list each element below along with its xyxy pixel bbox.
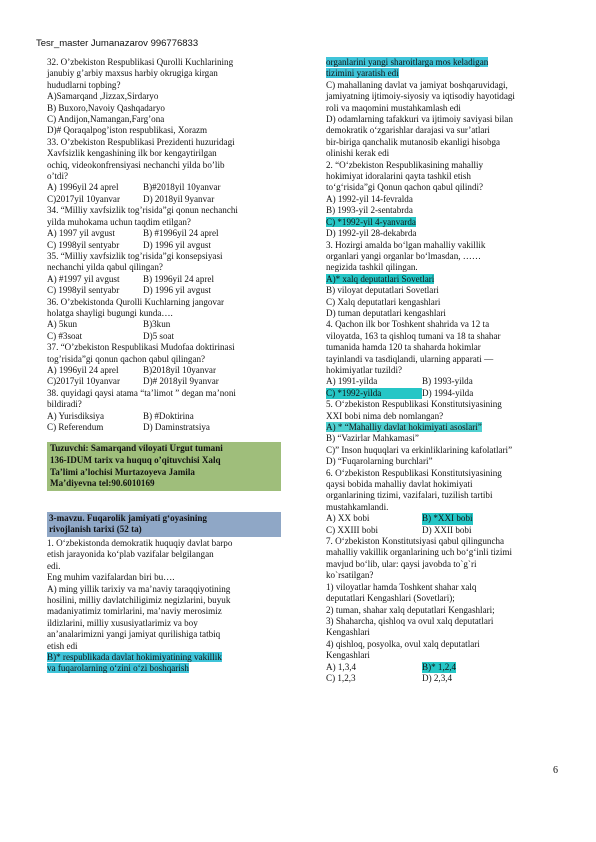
text-line: to‘g‘risida”gi Qonun qachon qabul qilindi? xyxy=(326,182,484,193)
answer-option: C)2017yil 10yanvar xyxy=(47,376,120,387)
answer-highlight-line xyxy=(326,68,562,79)
text-line: B) viloyat deputatlari Sovetlari xyxy=(326,285,439,296)
text-line: tayinlandi va tasdiqlandi, ularning apparati — xyxy=(326,353,494,364)
spacer xyxy=(47,500,281,510)
text-line: olinishi kerak edi xyxy=(326,148,390,159)
answer-options-row xyxy=(47,194,281,205)
highlighted-text: A) * “Mahalliy davlat hokimiyati asoslari” xyxy=(326,422,482,432)
answer-options-row xyxy=(47,331,281,342)
text-line: 37. “O’zbekiston Respublikasi Mudofaa doktirinasi xyxy=(47,342,235,353)
text-line: Kengashlari xyxy=(326,650,370,661)
answer-option: D) 2018yil 9yanvar xyxy=(143,193,215,204)
text-line: XXI bobi nima deb nomlangan? xyxy=(326,410,444,421)
answer-options-row xyxy=(47,274,281,285)
text-line: 3. Hozirgi amalda bo‘lgan mahalliy vakillik xyxy=(326,239,486,250)
answer-option: B) 1996yil 24 aprel xyxy=(143,273,214,284)
text-line: o’tdi? xyxy=(47,171,69,182)
answer-option: D) XXII bobi xyxy=(422,524,472,535)
text-line: nechanchi yilda qabul qilingan? xyxy=(47,262,163,273)
text-line: D)# Qoraqalpog’iston respublikasi, Xorazm xyxy=(47,125,208,136)
text-line: Eng muhim vazifalardan biri bu…. xyxy=(47,572,175,583)
highlighted-text: va fuqarolarning o‘zini o‘zi boshqarish xyxy=(47,663,189,674)
text-line: C)” Inson huquqlari va erkinliklarining kafolatlari” xyxy=(326,444,513,455)
answer-options-row xyxy=(326,388,562,399)
highlighted-text: organlarini yangi sharoitlarga mos keladigan xyxy=(326,57,489,67)
text-line: A)Samarqand ,Jizzax,Sirdaryo xyxy=(47,91,159,102)
text-line: edi. xyxy=(47,560,61,571)
highlighted-answer: B)* 1,2,4 xyxy=(422,661,457,672)
highlighted-text: B)* respublikada davlat hokimiyatining vakillik xyxy=(47,652,222,663)
answer-option: C) XXIII bobi xyxy=(326,524,379,535)
text-line: yilda muhokama uchun taqdim etilgan? xyxy=(47,216,191,227)
text-line: 36. O’zbekistonda Qurolli Kuchlarning jangovar xyxy=(47,296,225,307)
text-line: 32. O’zbekiston Respublikasi Qurolli Kuchlarining xyxy=(47,57,234,67)
answer-options-row xyxy=(326,513,562,524)
text-line: D) tuman deputatlari kengashlari xyxy=(326,307,446,318)
highlighted-text: tizimini yaratish edi xyxy=(326,68,399,79)
highlighted-text: A)* xalq deputatlari Sovetlari xyxy=(326,273,435,284)
text-line: Tuzuvchi: Samarqand viloyati Urgut tumani xyxy=(50,443,223,454)
text-line: D) odamlarning tafakkuri va ijtimoiy saviyasi bilan xyxy=(326,114,513,125)
answer-options-row xyxy=(326,673,562,684)
answer-option: A) 1,3,4 xyxy=(326,661,357,672)
answer-option: C) 1,2,3 xyxy=(326,672,356,683)
text-line: an’analarimizni yangi jamiyat qurilishiga tatbiq xyxy=(47,629,221,640)
answer-option: B)2018yil 10yanvar xyxy=(143,364,216,375)
answer-option: B)3kun xyxy=(143,319,171,330)
answer-option: D)5 soat xyxy=(143,330,175,341)
answer-option: D) 2,3,4 xyxy=(422,672,453,683)
text-line: 1. O‘zbekistonda demokratik huquqiy davlat barpo xyxy=(47,537,233,548)
page-number: 6 xyxy=(553,765,558,776)
answer-option: A) 1996yil 24 aprel xyxy=(47,182,119,193)
text-line: B) “Vazirlar Mahkamasi” xyxy=(326,433,419,444)
answer-option: B) #1996yil 24 aprel xyxy=(143,228,219,239)
text-line: Kengashlari xyxy=(326,627,370,638)
answer-options-row xyxy=(47,182,281,193)
text-line: tog’risida”gi qonun qachon qabul qilingan? xyxy=(47,353,206,364)
text-line: etish jarayonida ko‘plab vazifalar belgilangan xyxy=(47,549,214,560)
text-line: 34. “Milliy xavfsizlik tog’risida”gi qonun nechanchi xyxy=(47,205,238,216)
right-column xyxy=(326,57,562,684)
topic-heading-box xyxy=(47,512,281,537)
answer-option: C)2017yil 10yanvar xyxy=(47,193,120,204)
text-line: hududlarni topbing? xyxy=(47,79,121,90)
text-line: organlari yangi organlar bo‘lmasdan, …… xyxy=(326,250,481,261)
text-line: viloyatda, 163 ta qishloq tumani va 18 ta shahar xyxy=(326,330,501,341)
text-line: Ta’limi a’lochisi Murtazoyeva Jamila xyxy=(50,466,195,477)
text-line: janubiy g’arbiy maxsus harbiy okrugiga kirgan xyxy=(47,68,218,79)
text-line: deputatlari Kengashlari (Sovetlari); xyxy=(326,593,455,604)
text-line: tumanida hamda 120 ta shaharda hokimlar xyxy=(326,342,481,353)
text-line: holatga shayligi bugungi kunda…. xyxy=(47,307,173,318)
answer-option: B) 1993-yilda xyxy=(422,376,473,387)
answer-options-row xyxy=(326,662,562,673)
document-header: Tesr_master Jumanazarov 996776833 xyxy=(36,38,199,49)
answer-option: C) 1998yil sentyabr xyxy=(47,239,120,250)
text-line: 3) Shaharcha, qishloq va ovul xalq deputatlari xyxy=(326,615,494,626)
text-line: C) mahallaning davlat va jamiyat boshqaruvidagi, xyxy=(326,79,508,90)
text-line: A) ming yillik tarixiy va ma’naviy taraqqiyotining xyxy=(47,583,231,594)
answer-option: D) Daminstratsiya xyxy=(143,422,210,432)
text-line: ochiq, videokonfrensiyasi nechanchi yilda bo’lib xyxy=(47,159,225,170)
text-line: 1) viloyatlar hamda Toshkent shahar xalq xyxy=(326,581,477,592)
text-line: 35. “Milliy xavfsizlik tog’risida”gi konsepsiyasi xyxy=(47,250,223,261)
answer-highlight-line xyxy=(326,217,562,228)
text-line: 4. Qachon ilk bor Toshkent shahrida va 12 ta xyxy=(326,319,490,330)
answer-highlight-line xyxy=(326,274,562,285)
answer-option: D) 1996 yil avgust xyxy=(143,285,211,296)
text-line: D) 1992-yil 28-dekabrda xyxy=(326,228,417,239)
text-line: qaysi bobida mahalliy davlat hokimiyati xyxy=(326,479,473,490)
text-line: 5. O‘zbekiston Respublikasi Konstitutsiyasining xyxy=(326,399,502,410)
text-line: B) 1993-yil 2-sentabrda xyxy=(326,205,413,216)
answer-option: B)#2018yil 10yanvar xyxy=(143,182,221,193)
text-line: mahalliy vakillik organlarining uch bo‘g‘inli tizimi xyxy=(326,547,512,558)
answer-highlight-line xyxy=(326,57,562,68)
text-line: 38. quyidagi qaysi atama “ta’limot ” degan ma’noni xyxy=(47,387,236,398)
answer-option: A) 1997 yil avgust xyxy=(47,228,115,239)
left-column xyxy=(47,57,281,675)
text-line: 2) tuman, shahar xalq deputatlari Kengashlari; xyxy=(326,604,495,615)
text-line: bildiradi? xyxy=(47,399,82,410)
text-line: 6. O‘zbekiston Respublikasi Konstitutsiyasining xyxy=(326,467,502,478)
answer-option: D)# 2018yil 9yanvar xyxy=(143,376,219,387)
answer-option: C) #3soat xyxy=(47,330,83,341)
highlighted-answer: B) *XXI bobi xyxy=(422,513,473,524)
answer-options-row xyxy=(47,376,281,387)
answer-option: A) Yurisdiksiya xyxy=(47,410,104,421)
answer-options-row xyxy=(47,422,281,433)
answer-options-row xyxy=(47,365,281,376)
text-line: Xavfsizlik kengashining ilk bor kengaytirilgan xyxy=(47,148,217,159)
answer-option: A) 5kun xyxy=(47,319,78,330)
answer-option: B) #Doktirina xyxy=(143,410,194,421)
text-line: mavjud bo‘lib, ular: qaysi javobda to`g`ri xyxy=(326,558,477,569)
text-line: etish edi xyxy=(47,640,78,651)
text-line: 136-IDUM tarix va huquq o’qituvchisi Xalq xyxy=(50,455,221,465)
author-info-box xyxy=(47,442,281,490)
answer-highlight-line xyxy=(326,422,562,433)
highlighted-text: C) *1992-yil 4-yanvarda xyxy=(326,216,416,227)
text-line: ko`rsatilgan? xyxy=(326,570,374,581)
answer-highlight-line xyxy=(47,652,281,663)
text-line: organlarining tizimi, vazifalari, tuzilish tartibi xyxy=(326,490,493,501)
answer-options-row xyxy=(47,240,281,251)
text-line: D) “Fuqarolarning burchlari” xyxy=(326,456,433,467)
answer-options-row xyxy=(47,228,281,239)
answer-option: C) 1998yil sentyabr xyxy=(47,285,120,296)
text-line: 7. O‘zbekiston Konstitutsiyasi qabul qilinguncha xyxy=(326,536,505,547)
text-line: demokratik o‘zgarishlar darajasi va sur’atlari xyxy=(326,125,490,136)
text-line: hokimiyat idoralarini qayta tashkil etish xyxy=(326,171,471,182)
answer-options-row xyxy=(47,285,281,296)
answer-option: D) 1994-yilda xyxy=(422,387,474,398)
answer-option: D) 1996 yil avgust xyxy=(143,239,211,250)
answer-option: A) 1996yil 24 aprel xyxy=(47,364,119,375)
text-line: 3-mavzu. Fuqarolik jamiyati g‘oyasining xyxy=(49,512,207,523)
answer-options-row xyxy=(47,411,281,422)
text-line: ildizlarini, milliy xususiyatlarimiz va boy xyxy=(47,617,198,628)
answer-option: C) Referendum xyxy=(47,422,104,432)
answer-option: A) XX bobi xyxy=(326,513,370,524)
text-line: bir-biriga qanchalik mutanosib ekanligi hisobga xyxy=(326,136,501,147)
text-line: Ma’diyevna tel:90.6010169 xyxy=(50,478,155,489)
text-line: C) Xalq deputatlari kengashlari xyxy=(326,296,441,307)
text-line: jamiyatning ijtimoiy-siyosiy va iqtisodiy hayotidagi xyxy=(326,91,515,102)
text-line: negizida tashkil qilingan. xyxy=(326,262,418,273)
text-line: roli va maqomini mustahkamlash edi xyxy=(326,102,461,113)
answer-option: A) 1991-yilda xyxy=(326,376,378,387)
text-line: hokimiyatlar tuzildi? xyxy=(326,364,403,375)
text-line: mustahkamlandi. xyxy=(326,501,389,512)
text-line: rivojlanish tarixi (52 ta) xyxy=(49,524,142,535)
text-line: C) Andijon,Namangan,Farg’ona xyxy=(47,114,165,125)
text-line: B) Buxoro,Navoiy Qashqadaryo xyxy=(47,102,165,113)
text-line: 4) qishloq, posyolka, ovul xalq deputatlari xyxy=(326,638,480,649)
text-line: 2. “O‘zbekiston Respublikasining mahalliy xyxy=(326,159,484,170)
answer-highlight-line xyxy=(47,663,281,674)
text-line: hosilini, milliy davlatchiligimiz negizlarini, buyuk xyxy=(47,595,231,605)
text-line: 33. O’zbekiston Respublikasi Prezidenti huzuridagi xyxy=(47,136,235,147)
highlighted-answer: C) *1992-yilda xyxy=(326,388,422,399)
answer-option: A) #1997 yil avgust xyxy=(47,273,120,284)
answer-options-row xyxy=(47,319,281,330)
answer-options-row xyxy=(326,525,562,536)
text-line: madaniyatimiz tomirlarini, ma’naviy merosimiz xyxy=(47,606,222,617)
text-line: A) 1992-yil 14-fevralda xyxy=(326,193,413,204)
answer-options-row xyxy=(326,376,562,387)
